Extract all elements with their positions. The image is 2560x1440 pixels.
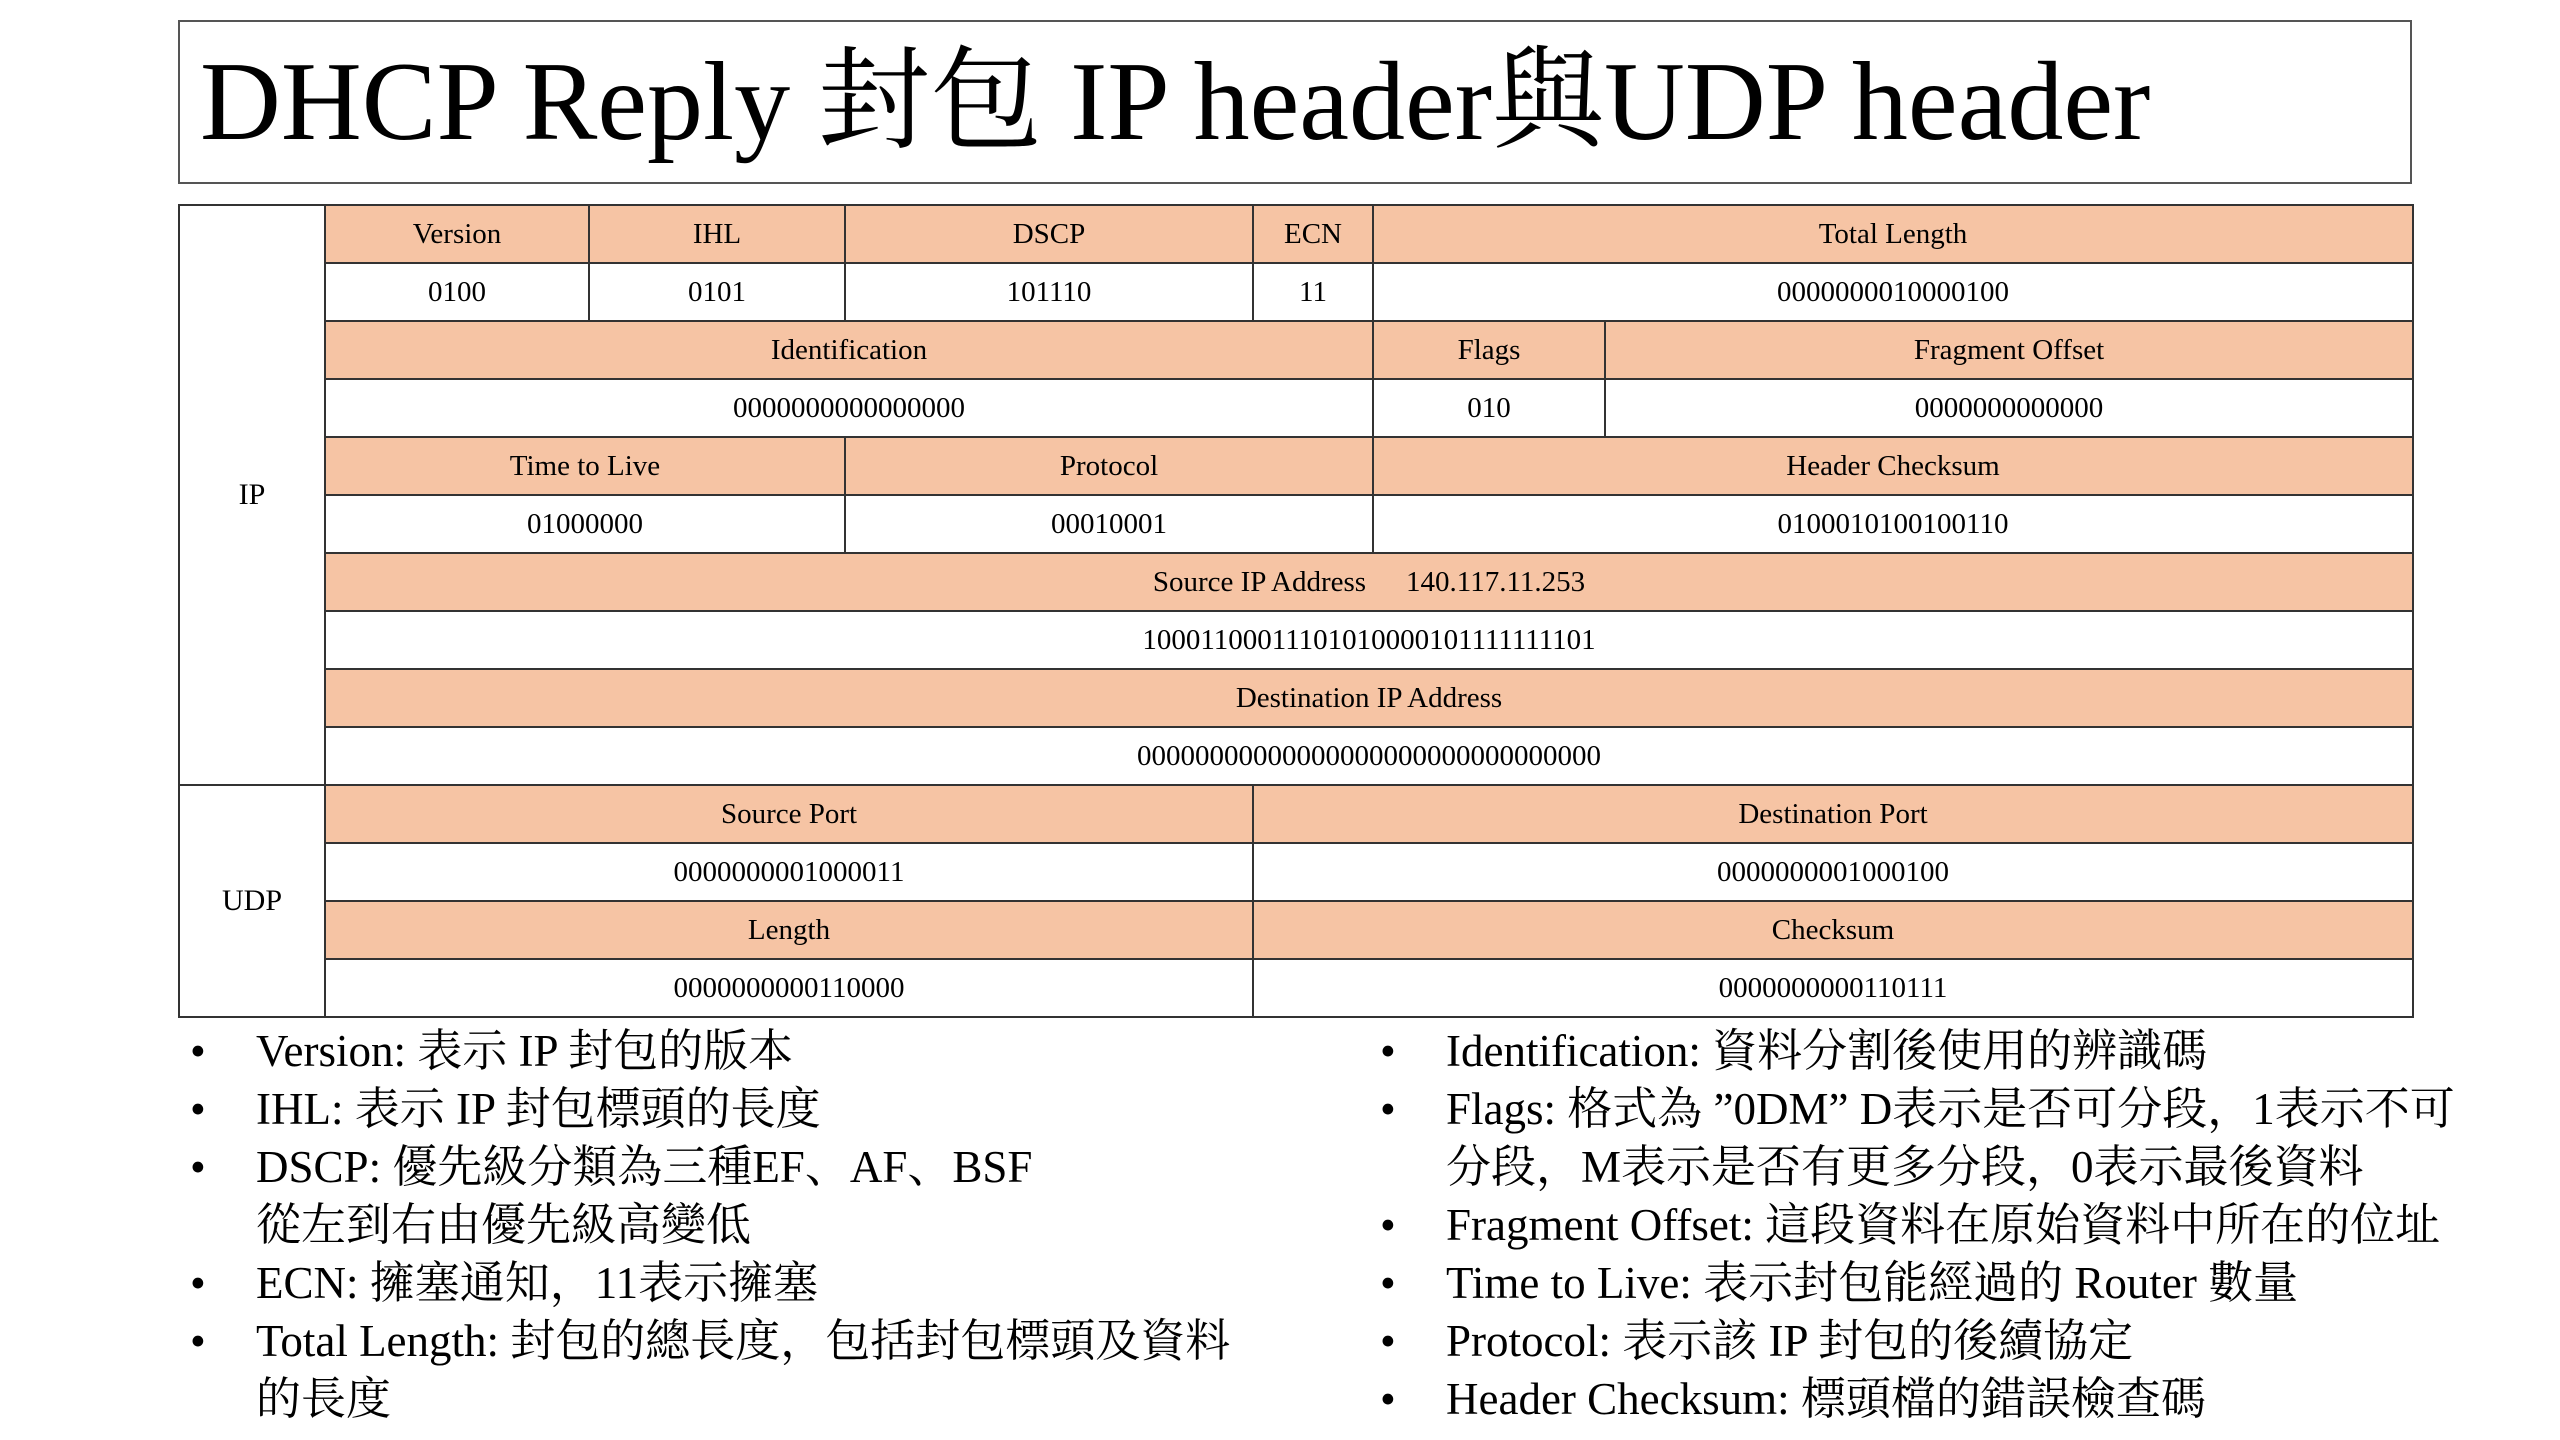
ip-row-3-labels xyxy=(179,437,2413,495)
dscp-label: DSCP xyxy=(845,205,1253,263)
page-title: DHCP Reply 封包 IP header與UDP header xyxy=(200,40,2151,164)
bullet-icon: • xyxy=(190,1142,206,1192)
destination-ip-value-row xyxy=(179,727,2413,785)
header-checksum-value: 0100010100100110 xyxy=(1373,495,2413,553)
length-value: 0000000000110000 xyxy=(325,959,1253,1017)
list-item xyxy=(1380,1254,2560,1312)
identification-label: Identification xyxy=(325,321,1373,379)
source-port-value: 0000000001000011 xyxy=(325,843,1253,901)
version-value: 0100 xyxy=(325,263,589,321)
ip-row-1-values xyxy=(179,263,2413,321)
note-continuation: 從左到右由優先級高變低 xyxy=(256,1200,752,1250)
notes-right-list xyxy=(1380,1022,2560,1428)
list-item xyxy=(1380,1370,2560,1428)
destination-port-value: 0000000001000100 xyxy=(1253,843,2413,901)
fragment-offset-label: Fragment Offset xyxy=(1605,321,2413,379)
checksum-label: Checksum xyxy=(1253,901,2413,959)
list-item xyxy=(190,1080,1340,1138)
bullet-icon: • xyxy=(1380,1374,1396,1424)
identification-value: 0000000000000000 xyxy=(325,379,1373,437)
total-length-label: Total Length xyxy=(1373,205,2413,263)
ttl-label: Time to Live xyxy=(325,437,845,495)
ip-row-1-labels xyxy=(179,205,2413,263)
bullet-icon: • xyxy=(190,1316,206,1366)
note-text: IHL: 表示 IP 封包標頭的長度 xyxy=(256,1084,821,1134)
udp-row-1-labels xyxy=(179,785,2413,843)
version-label: Version xyxy=(325,205,589,263)
source-ip-value: 10001100011101010000101111111101 xyxy=(325,611,2413,669)
note-text: ECN: 擁塞通知，11表示擁塞 xyxy=(256,1258,819,1308)
ttl-value: 01000000 xyxy=(325,495,845,553)
fragment-offset-value: 0000000000000 xyxy=(1605,379,2413,437)
protocol-value: 00010001 xyxy=(845,495,1373,553)
ecn-label: ECN xyxy=(1253,205,1373,263)
destination-ip-value: 00000000000000000000000000000000 xyxy=(325,727,2413,785)
note-text: Header Checksum: 標頭檔的錯誤檢查碼 xyxy=(1446,1374,2206,1424)
ihl-label: IHL xyxy=(589,205,845,263)
destination-ip-label-row xyxy=(179,669,2413,727)
bullet-icon: • xyxy=(1380,1084,1396,1134)
note-text: Version: 表示 IP 封包的版本 xyxy=(256,1026,794,1076)
length-label: Length xyxy=(325,901,1253,959)
ip-row-2-labels xyxy=(179,321,2413,379)
ip-row-2-values xyxy=(179,379,2413,437)
flags-value: 010 xyxy=(1373,379,1605,437)
ecn-value: 11 xyxy=(1253,263,1373,321)
note-text: Total Length: 封包的總長度，包括封包標頭及資料 xyxy=(256,1316,1231,1366)
bullet-icon: • xyxy=(190,1026,206,1076)
dscp-value: 101110 xyxy=(845,263,1253,321)
ihl-value: 0101 xyxy=(589,263,845,321)
note-text: DSCP: 優先級分類為三種EF、AF、BSF xyxy=(256,1142,1033,1192)
note-text: Protocol: 表示該 IP 封包的後續協定 xyxy=(1446,1316,2134,1366)
bullet-icon: • xyxy=(190,1084,206,1134)
list-item xyxy=(1380,1080,2560,1138)
source-ip-label: Source IP Address xyxy=(1152,565,1367,598)
notes-left-list xyxy=(190,1022,1340,1428)
source-ip-label-cell xyxy=(325,553,2413,611)
destination-ip-label: Destination IP Address xyxy=(325,669,2413,727)
protocol-label: Protocol xyxy=(845,437,1373,495)
list-item xyxy=(1380,1196,2560,1254)
note-continuation: 的長度 xyxy=(256,1374,392,1424)
packet-header-table xyxy=(178,204,2414,1018)
list-item xyxy=(190,1312,1340,1370)
list-item xyxy=(1380,1022,2560,1080)
note-continuation: 分段，M表示是否有更多分段，0表示最後資料 xyxy=(1446,1142,2364,1192)
udp-row-2-labels xyxy=(179,901,2413,959)
title-box xyxy=(178,20,2412,184)
destination-port-label: Destination Port xyxy=(1253,785,2413,843)
total-length-value: 0000000010000100 xyxy=(1373,263,2413,321)
list-item xyxy=(190,1022,1340,1080)
udp-section-label: UDP xyxy=(179,785,325,1017)
source-ip-dotted: 140.117.11.253 xyxy=(1406,565,1586,598)
bullet-icon: • xyxy=(1380,1258,1396,1308)
ip-section-label: IP xyxy=(179,205,325,785)
list-item xyxy=(190,1138,1340,1196)
checksum-value: 0000000000110111 xyxy=(1253,959,2413,1017)
note-text: Flags: 格式為 ”0DM” D表示是否可分段，1表示不可 xyxy=(1446,1084,2455,1134)
flags-label: Flags xyxy=(1373,321,1605,379)
udp-row-1-values xyxy=(179,843,2413,901)
bullet-icon: • xyxy=(1380,1026,1396,1076)
bullet-icon: • xyxy=(1380,1316,1396,1366)
source-ip-label-row xyxy=(179,553,2413,611)
bullet-icon: • xyxy=(190,1258,206,1308)
list-item xyxy=(1380,1312,2560,1370)
udp-row-2-values xyxy=(179,959,2413,1017)
list-item xyxy=(190,1254,1340,1312)
source-ip-value-row xyxy=(179,611,2413,669)
note-text: Time to Live: 表示封包能經過的 Router 數量 xyxy=(1446,1258,2299,1308)
header-checksum-label: Header Checksum xyxy=(1373,437,2413,495)
note-text: Fragment Offset: 這段資料在原始資料中所在的位址 xyxy=(1446,1200,2441,1250)
source-port-label: Source Port xyxy=(325,785,1253,843)
ip-row-3-values xyxy=(179,495,2413,553)
bullet-icon: • xyxy=(1380,1200,1396,1250)
note-text: Identification: 資料分割後使用的辨識碼 xyxy=(1446,1026,2208,1076)
